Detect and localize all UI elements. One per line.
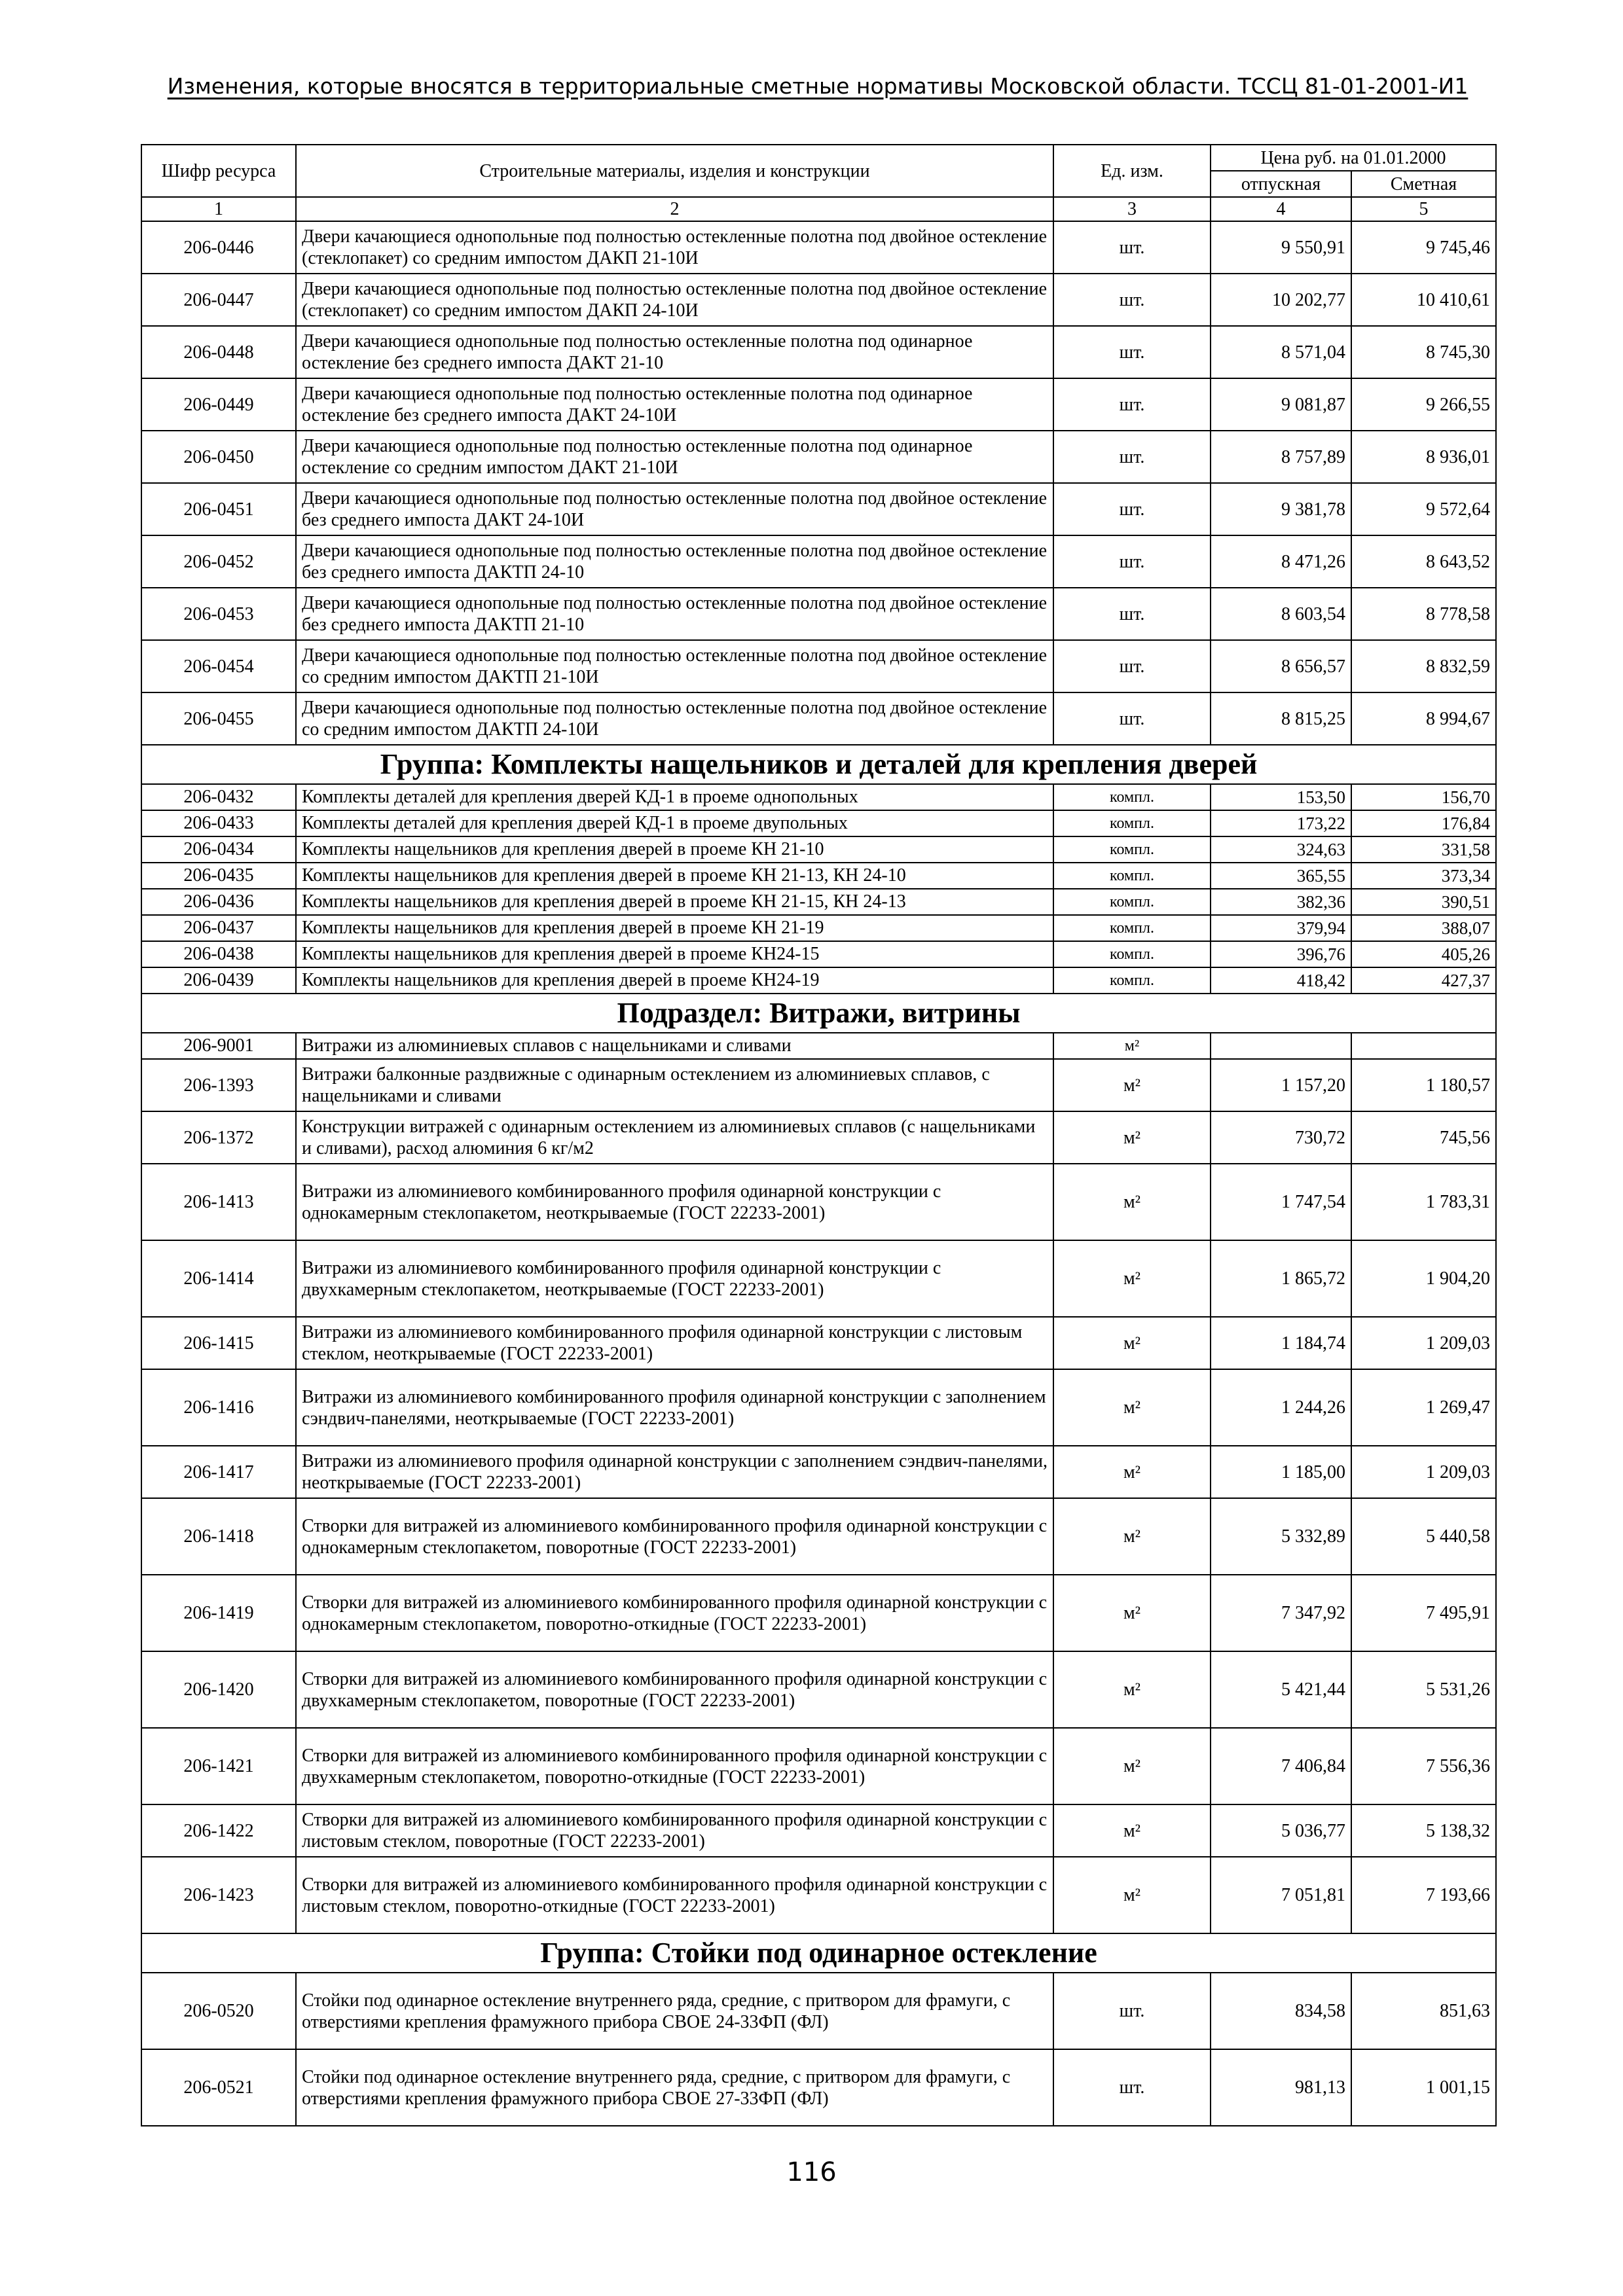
estimate-price: 331,58 <box>1351 836 1496 863</box>
estimate-price: 8 936,01 <box>1351 431 1496 483</box>
group-heading-row <box>141 994 1496 1033</box>
page-header: Изменения, которые вносятся в территориальные сметные нормативы Московской области. ТССЦ 81-01-2001-И1 <box>167 73 1468 99</box>
release-price: 153,50 <box>1211 784 1351 810</box>
resource-code: 206-0447 <box>141 274 296 326</box>
release-price: 981,13 <box>1211 2049 1351 2126</box>
release-price: 8 656,57 <box>1211 640 1351 692</box>
table-row <box>141 1728 1496 1804</box>
col-header-price-group: Цена руб. на 01.01.2000 <box>1211 145 1496 171</box>
release-price: 7 406,84 <box>1211 1728 1351 1804</box>
material-name: Витражи из алюминиевого комбинированного профиля одинарной конструкции с листовым стеклом, неоткрываемые (ГОСТ 22233-2001) <box>296 1317 1053 1369</box>
col-header-code: Шифр ресурса <box>141 145 296 197</box>
unit-of-measure: компл. <box>1053 915 1211 941</box>
release-price: 382,36 <box>1211 889 1351 915</box>
material-name: Комплекты деталей для крепления дверей КД-1 в проеме однопольных <box>296 784 1053 810</box>
column-number: 4 <box>1211 197 1351 221</box>
material-name: Витражи из алюминиевых сплавов с нащельниками и сливами <box>296 1033 1053 1059</box>
table-row <box>141 1033 1496 1059</box>
column-number: 5 <box>1351 197 1496 221</box>
resource-code: 206-1423 <box>141 1857 296 1933</box>
material-name: Витражи из алюминиевого комбинированного профиля одинарной конструкции с двухкамерным стеклопакетом, неоткрываемые (ГОСТ 22233-2001) <box>296 1240 1053 1317</box>
unit-of-measure: шт. <box>1053 326 1211 378</box>
resource-code: 206-1418 <box>141 1498 296 1575</box>
table-row <box>141 1446 1496 1498</box>
estimate-price <box>1351 1033 1496 1059</box>
material-name: Створки для витражей из алюминиевого комбинированного профиля одинарной конструкции с листовым стеклом, поворотные (ГОСТ 22233-2001) <box>296 1804 1053 1857</box>
unit-of-measure: м² <box>1053 1728 1211 1804</box>
unit-of-measure: шт. <box>1053 431 1211 483</box>
table-row <box>141 1059 1496 1111</box>
resource-code: 206-1416 <box>141 1369 296 1446</box>
release-price: 5 036,77 <box>1211 1804 1351 1857</box>
unit-of-measure: компл. <box>1053 836 1211 863</box>
material-name: Двери качающиеся однопольные под полностью остекленные полотна под одинарное остекление без среднего импоста ДАКТ 24-10И <box>296 378 1053 431</box>
resource-code: 206-9001 <box>141 1033 296 1059</box>
estimate-price: 8 745,30 <box>1351 326 1496 378</box>
estimate-price: 176,84 <box>1351 810 1496 836</box>
col-header-unit: Ед. изм. <box>1053 145 1211 197</box>
unit-of-measure: м² <box>1053 1446 1211 1498</box>
estimate-price: 405,26 <box>1351 941 1496 967</box>
table-row <box>141 889 1496 915</box>
table-body <box>141 221 1496 2126</box>
unit-of-measure: компл. <box>1053 941 1211 967</box>
table-row <box>141 1240 1496 1317</box>
table-row <box>141 941 1496 967</box>
table-row <box>141 1651 1496 1728</box>
column-number: 1 <box>141 197 296 221</box>
resource-code: 206-1415 <box>141 1317 296 1369</box>
material-name: Витражи из алюминиевого комбинированного профиля одинарной конструкции с заполнением сэндвич-панелями, неоткрываемые (ГОСТ 22233-2001) <box>296 1369 1053 1446</box>
resource-code: 206-0449 <box>141 378 296 431</box>
estimate-price: 8 994,67 <box>1351 692 1496 745</box>
material-name: Двери качающиеся однопольные под полностью остекленные полотна под двойное остекление без среднего импоста ДАКТП 24-10 <box>296 535 1053 588</box>
material-name: Двери качающиеся однопольные под полностью остекленные полотна под двойное остекление без среднего импоста ДАКТП 21-10 <box>296 588 1053 640</box>
column-number: 2 <box>296 197 1053 221</box>
table-row <box>141 431 1496 483</box>
estimate-price: 1 209,03 <box>1351 1446 1496 1498</box>
estimate-price: 851,63 <box>1351 1973 1496 2049</box>
resource-code: 206-0455 <box>141 692 296 745</box>
col-header-name: Строительные материалы, изделия и конструкции <box>296 145 1053 197</box>
unit-of-measure: шт. <box>1053 2049 1211 2126</box>
release-price: 9 081,87 <box>1211 378 1351 431</box>
unit-of-measure: м² <box>1053 1498 1211 1575</box>
unit-of-measure: шт. <box>1053 1973 1211 2049</box>
unit-of-measure: м² <box>1053 1059 1211 1111</box>
table-row <box>141 2049 1496 2126</box>
resource-code: 206-0520 <box>141 1973 296 2049</box>
unit-of-measure: компл. <box>1053 784 1211 810</box>
table-row <box>141 784 1496 810</box>
resource-code: 206-0452 <box>141 535 296 588</box>
release-price: 5 332,89 <box>1211 1498 1351 1575</box>
resource-code: 206-0448 <box>141 326 296 378</box>
release-price: 418,42 <box>1211 967 1351 994</box>
unit-of-measure: м² <box>1053 1575 1211 1651</box>
material-name: Двери качающиеся однопольные под полностью остекленные полотна под двойное остекление со средним импостом ДАКТП 24-10И <box>296 692 1053 745</box>
resource-code: 206-0450 <box>141 431 296 483</box>
release-price: 8 571,04 <box>1211 326 1351 378</box>
estimate-price: 7 193,66 <box>1351 1857 1496 1933</box>
estimate-price: 5 440,58 <box>1351 1498 1496 1575</box>
release-price: 9 550,91 <box>1211 221 1351 274</box>
release-price: 1 244,26 <box>1211 1369 1351 1446</box>
resource-code: 206-1420 <box>141 1651 296 1728</box>
price-table <box>141 144 1497 2126</box>
estimate-price: 5 531,26 <box>1351 1651 1496 1728</box>
estimate-price: 373,34 <box>1351 863 1496 889</box>
estimate-price: 10 410,61 <box>1351 274 1496 326</box>
material-name: Створки для витражей из алюминиевого комбинированного профиля одинарной конструкции с однокамерным стеклопакетом, поворотно-откидные (ГОСТ 22233-2001) <box>296 1575 1053 1651</box>
table-row <box>141 535 1496 588</box>
group-heading: Группа: Стойки под одинарное остекление <box>141 1933 1496 1973</box>
material-name: Двери качающиеся однопольные под полностью остекленные полотна под двойное остекление (стеклопакет) со средним импостом ДАКП 24-10И <box>296 274 1053 326</box>
unit-of-measure: м² <box>1053 1317 1211 1369</box>
estimate-price: 5 138,32 <box>1351 1804 1496 1857</box>
resource-code: 206-0432 <box>141 784 296 810</box>
release-price: 730,72 <box>1211 1111 1351 1164</box>
material-name: Створки для витражей из алюминиевого комбинированного профиля одинарной конструкции с листовым стеклом, поворотно-откидные (ГОСТ 22233-2001) <box>296 1857 1053 1933</box>
material-name: Двери качающиеся однопольные под полностью остекленные полотна под двойное остекление без среднего импоста ДАКТ 24-10И <box>296 483 1053 535</box>
resource-code: 206-0454 <box>141 640 296 692</box>
release-price: 1 185,00 <box>1211 1446 1351 1498</box>
estimate-price: 9 745,46 <box>1351 221 1496 274</box>
material-name: Двери качающиеся однопольные под полностью остекленные полотна под одинарное остекление без среднего импоста ДАКТ 21-10 <box>296 326 1053 378</box>
resource-code: 206-1413 <box>141 1164 296 1240</box>
estimate-price: 9 266,55 <box>1351 378 1496 431</box>
table-row <box>141 483 1496 535</box>
table-row <box>141 836 1496 863</box>
resource-code: 206-1372 <box>141 1111 296 1164</box>
unit-of-measure: м² <box>1053 1164 1211 1240</box>
table-row <box>141 1575 1496 1651</box>
estimate-price: 388,07 <box>1351 915 1496 941</box>
table-row <box>141 588 1496 640</box>
release-price: 7 051,81 <box>1211 1857 1351 1933</box>
unit-of-measure: м² <box>1053 1804 1211 1857</box>
estimate-price: 9 572,64 <box>1351 483 1496 535</box>
material-name: Створки для витражей из алюминиевого комбинированного профиля одинарной конструкции с однокамерным стеклопакетом, поворотные (ГОСТ 22233-2001) <box>296 1498 1053 1575</box>
unit-of-measure: м² <box>1053 1857 1211 1933</box>
release-price: 173,22 <box>1211 810 1351 836</box>
material-name: Двери качающиеся однопольные под полностью остекленные полотна под двойное остекление (стеклопакет) со средним импостом ДАКП 21-10И <box>296 221 1053 274</box>
resource-code: 206-1419 <box>141 1575 296 1651</box>
release-price: 7 347,92 <box>1211 1575 1351 1651</box>
unit-of-measure: компл. <box>1053 967 1211 994</box>
material-name: Створки для витражей из алюминиевого комбинированного профиля одинарной конструкции с двухкамерным стеклопакетом, поворотно-откидные (ГОСТ 22233-2001) <box>296 1728 1053 1804</box>
estimate-price: 427,37 <box>1351 967 1496 994</box>
material-name: Комплекты нащельников для крепления дверей в проеме КН 21-13, КН 24-10 <box>296 863 1053 889</box>
unit-of-measure: компл. <box>1053 863 1211 889</box>
resource-code: 206-1393 <box>141 1059 296 1111</box>
release-price: 10 202,77 <box>1211 274 1351 326</box>
resource-code: 206-1417 <box>141 1446 296 1498</box>
table-row <box>141 1317 1496 1369</box>
resource-code: 206-0433 <box>141 810 296 836</box>
material-name: Стойки под одинарное остекление внутреннего ряда, средние, с притвором для фрамуги, с отверстиями крепления фрамужного прибора СВОЕ 24-33ФП (ФЛ) <box>296 1973 1053 2049</box>
resource-code: 206-0453 <box>141 588 296 640</box>
estimate-price: 1 001,15 <box>1351 2049 1496 2126</box>
release-price: 365,55 <box>1211 863 1351 889</box>
table-row <box>141 915 1496 941</box>
table-row <box>141 640 1496 692</box>
resource-code: 206-0437 <box>141 915 296 941</box>
release-price: 1 865,72 <box>1211 1240 1351 1317</box>
material-name: Двери качающиеся однопольные под полностью остекленные полотна под одинарное остекление со средним импостом ДАКТ 21-10И <box>296 431 1053 483</box>
table-row <box>141 1804 1496 1857</box>
column-number: 3 <box>1053 197 1211 221</box>
resource-code: 206-1421 <box>141 1728 296 1804</box>
estimate-price: 1 180,57 <box>1351 1059 1496 1111</box>
estimate-price: 8 832,59 <box>1351 640 1496 692</box>
unit-of-measure: м² <box>1053 1111 1211 1164</box>
col-header-release: отпускная <box>1211 171 1351 197</box>
table-row <box>141 221 1496 274</box>
material-name: Витражи из алюминиевого профиля одинарной конструкции с заполнением сэндвич-панелями, неоткрываемые (ГОСТ 22233-2001) <box>296 1446 1053 1498</box>
group-heading: Группа: Комплекты нащельников и деталей для крепления дверей <box>141 745 1496 784</box>
resource-code: 206-0438 <box>141 941 296 967</box>
release-price: 396,76 <box>1211 941 1351 967</box>
material-name: Комплекты нащельников для крепления дверей в проеме КН 21-10 <box>296 836 1053 863</box>
table-row <box>141 326 1496 378</box>
table-row <box>141 1369 1496 1446</box>
resource-code: 206-0446 <box>141 221 296 274</box>
material-name: Витражи балконные раздвижные с одинарным остеклением из алюминиевых сплавов, с нащельниками и сливами <box>296 1059 1053 1111</box>
estimate-price: 7 495,91 <box>1351 1575 1496 1651</box>
release-price: 8 471,26 <box>1211 535 1351 588</box>
material-name: Стойки под одинарное остекление внутреннего ряда, средние, с притвором для фрамуги, с отверстиями крепления фрамужного прибора СВОЕ 27-33ФП (ФЛ) <box>296 2049 1053 2126</box>
release-price: 8 757,89 <box>1211 431 1351 483</box>
table-row <box>141 967 1496 994</box>
resource-code: 206-0435 <box>141 863 296 889</box>
unit-of-measure: шт. <box>1053 274 1211 326</box>
unit-of-measure: шт. <box>1053 378 1211 431</box>
resource-code: 206-1422 <box>141 1804 296 1857</box>
material-name: Двери качающиеся однопольные под полностью остекленные полотна под двойное остекление со средним импостом ДАКТП 21-10И <box>296 640 1053 692</box>
material-name: Комплекты нащельников для крепления дверей в проеме КН24-19 <box>296 967 1053 994</box>
column-number-row <box>141 197 1496 221</box>
table-row <box>141 274 1496 326</box>
release-price: 1 157,20 <box>1211 1059 1351 1111</box>
unit-of-measure: шт. <box>1053 483 1211 535</box>
estimate-price: 1 209,03 <box>1351 1317 1496 1369</box>
group-heading-row <box>141 745 1496 784</box>
table-row <box>141 1498 1496 1575</box>
table-row <box>141 378 1496 431</box>
resource-code: 206-0451 <box>141 483 296 535</box>
table-row <box>141 692 1496 745</box>
release-price: 834,58 <box>1211 1973 1351 2049</box>
material-name: Комплекты нащельников для крепления дверей в проеме КН 21-19 <box>296 915 1053 941</box>
estimate-price: 7 556,36 <box>1351 1728 1496 1804</box>
unit-of-measure: м² <box>1053 1240 1211 1317</box>
release-price: 379,94 <box>1211 915 1351 941</box>
unit-of-measure: компл. <box>1053 889 1211 915</box>
table-row <box>141 1857 1496 1933</box>
resource-code: 206-1414 <box>141 1240 296 1317</box>
material-name: Комплекты нащельников для крепления дверей в проеме КН 21-15, КН 24-13 <box>296 889 1053 915</box>
material-name: Комплекты нащельников для крепления дверей в проеме КН24-15 <box>296 941 1053 967</box>
release-price: 9 381,78 <box>1211 483 1351 535</box>
resource-code: 206-0436 <box>141 889 296 915</box>
unit-of-measure: шт. <box>1053 692 1211 745</box>
estimate-price: 8 643,52 <box>1351 535 1496 588</box>
release-price <box>1211 1033 1351 1059</box>
resource-code: 206-0439 <box>141 967 296 994</box>
resource-code: 206-0521 <box>141 2049 296 2126</box>
group-heading: Подраздел: Витражи, витрины <box>141 994 1496 1033</box>
estimate-price: 1 269,47 <box>1351 1369 1496 1446</box>
release-price: 1 747,54 <box>1211 1164 1351 1240</box>
estimate-price: 8 778,58 <box>1351 588 1496 640</box>
table-row <box>141 1111 1496 1164</box>
unit-of-measure: компл. <box>1053 810 1211 836</box>
table-row <box>141 1164 1496 1240</box>
estimate-price: 390,51 <box>1351 889 1496 915</box>
material-name: Витражи из алюминиевого комбинированного профиля одинарной конструкции с однокамерным стеклопакетом, неоткрываемые (ГОСТ 22233-2001) <box>296 1164 1053 1240</box>
estimate-price: 1 783,31 <box>1351 1164 1496 1240</box>
table-row <box>141 810 1496 836</box>
unit-of-measure: м² <box>1053 1369 1211 1446</box>
release-price: 8 815,25 <box>1211 692 1351 745</box>
table-row <box>141 1973 1496 2049</box>
estimate-price: 1 904,20 <box>1351 1240 1496 1317</box>
material-name: Комплекты деталей для крепления дверей КД-1 в проеме двупольных <box>296 810 1053 836</box>
estimate-price: 745,56 <box>1351 1111 1496 1164</box>
release-price: 8 603,54 <box>1211 588 1351 640</box>
estimate-price: 156,70 <box>1351 784 1496 810</box>
release-price: 5 421,44 <box>1211 1651 1351 1728</box>
unit-of-measure: шт. <box>1053 221 1211 274</box>
unit-of-measure: шт. <box>1053 588 1211 640</box>
unit-of-measure: м² <box>1053 1033 1211 1059</box>
release-price: 1 184,74 <box>1211 1317 1351 1369</box>
table-row <box>141 863 1496 889</box>
material-name: Створки для витражей из алюминиевого комбинированного профиля одинарной конструкции с двухкамерным стеклопакетом, поворотные (ГОСТ 22233-2001) <box>296 1651 1053 1728</box>
unit-of-measure: шт. <box>1053 535 1211 588</box>
unit-of-measure: м² <box>1053 1651 1211 1728</box>
unit-of-measure: шт. <box>1053 640 1211 692</box>
page-number: 116 <box>786 2157 837 2187</box>
group-heading-row <box>141 1933 1496 1973</box>
material-name: Конструкции витражей с одинарным остеклением из алюминиевых сплавов (с нащельниками и сливами), расход алюминия 6 кг/м2 <box>296 1111 1053 1164</box>
release-price: 324,63 <box>1211 836 1351 863</box>
resource-code: 206-0434 <box>141 836 296 863</box>
col-header-estimate: Сметная <box>1351 171 1496 197</box>
